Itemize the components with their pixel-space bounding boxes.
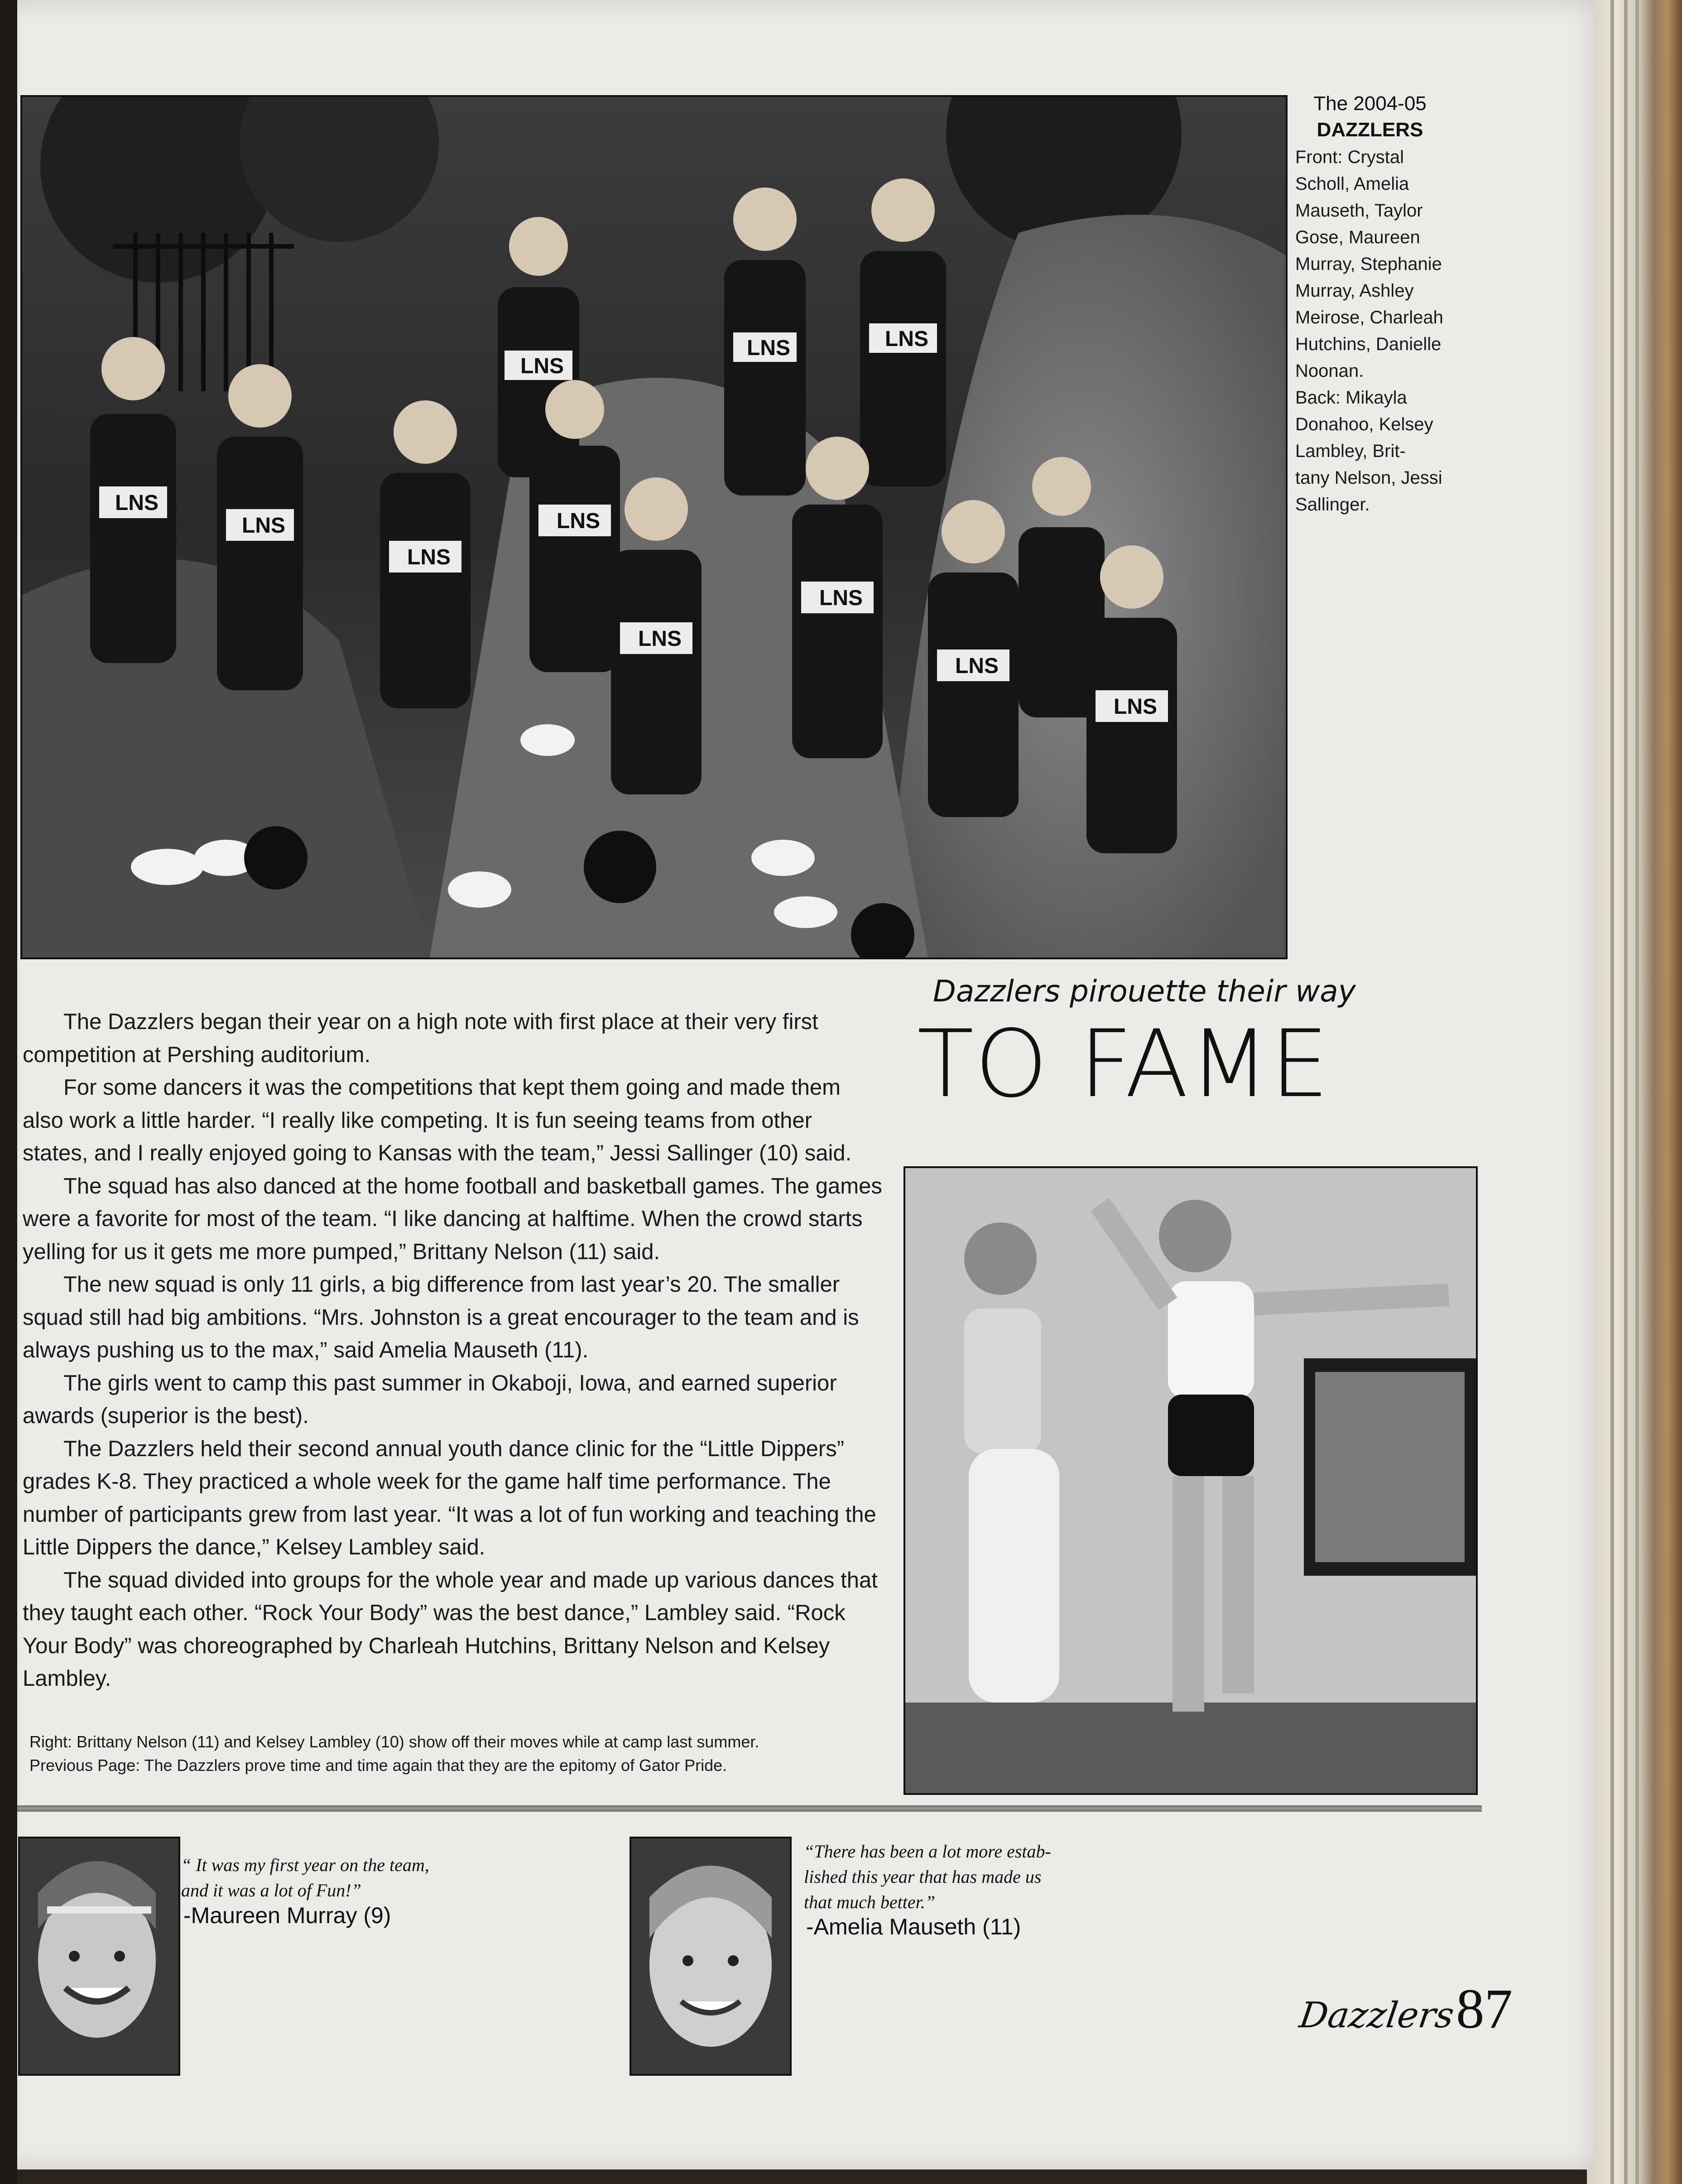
story-body [23,1005,883,1695]
caption-line: Front: Crystal [1295,147,1404,167]
shirt-text: LNS [955,654,999,678]
shirt-text: LNS [520,354,564,378]
caption-line: Murray, Stephanie [1295,254,1442,274]
caption-line: Sallinger. [1295,495,1370,515]
shirt-text: LNS [407,545,451,569]
photo-caption-title-line1: The 2004-05 [1313,92,1427,115]
headline-main: TO FAME [917,1010,1330,1118]
quote-line: that much better.” [804,1892,935,1912]
story-paragraph: The Dazzlers held their second annual youth dance clinic for the “Little Dippers” grades K-8. They practiced a whole week for the game half time performance. The number of participants grew from last year. “It was a lot of fun working and teaching the Little Dippers the dance,” Kelsey Lambley said. [23,1436,876,1559]
camp-photo [903,1166,1478,1795]
quote-attribution: -Amelia Mauseth (11) [806,1914,1021,1939]
story-paragraph: For some dancers it was the competitions that kept them going and made them also work a little harder. “I really like competing. It is fun seeing teams from other states, and I really enjoyed going to Kansas with the team,” Jessi Sallinger (10) said. [23,1075,852,1165]
binding-shadow [0,0,17,2184]
photo-caption-title-line2: DAZZLERS [1317,119,1423,141]
quote-line: “There has been a lot more estab- [804,1841,1051,1862]
quote-line: and it was a lot of Fun!” [181,1880,361,1900]
section-folio: Dazzlers [1297,1995,1456,2036]
shirt-text: LNS [747,336,790,360]
caption-line: Scholl, Amelia [1295,174,1409,194]
quote-line: “ It was my first year on the team, [181,1855,429,1875]
story-paragraph: The Dazzlers began their year on a high note with first place at their very first competition at Pershing auditorium. [23,1010,818,1067]
quote-line: lished this year that has made us [804,1867,1042,1887]
shirt-text: LNS [819,586,863,610]
photo-caption-names [1295,144,1449,518]
caption-right: Right: Brittany Nelson (11) and Kelsey Lambley (10) show off their moves while at camp last summer. [29,1732,759,1751]
page-edge-line [1610,0,1614,2184]
headline-kicker: Dazzlers pirouette their way [933,974,1356,1009]
shirt-text: LNS [885,327,928,351]
quote-attribution: -Maureen Murray (9) [183,1903,391,1928]
divider-rule [0,1805,1482,1812]
portrait-photo [630,1837,792,2076]
caption-line: Murray, Ashley [1295,281,1414,301]
portrait-photo [18,1837,180,2076]
page-edge-stack [1587,0,1682,2184]
caption-line: Back: Mikayla [1295,388,1407,408]
story-paragraph: The squad has also danced at the home football and basketball games. The games were a favorite for most of the team. “I like dancing at halftime. When the crowd starts yelling for us it gets me more pumped,” Brittany Nelson (11) said. [23,1174,882,1264]
shirt-text: LNS [557,509,600,533]
team-photo [20,95,1288,959]
quote-text [804,1839,1051,1915]
caption-line: tany Nelson, Jessi [1295,468,1442,488]
page-edge-line [1624,0,1628,2184]
shirt-text: LNS [115,491,159,515]
caption-line: Meirose, Charleah [1295,308,1443,327]
quote-text [181,1852,429,1903]
page-edge-line [1635,0,1639,2184]
caption-line: Gose, Maureen [1295,227,1420,247]
shirt-text: LNS [242,514,285,538]
photo-captions [29,1730,890,1777]
caption-line: Donahoo, Kelsey [1295,414,1433,434]
page-number: 87 [1456,1978,1513,2040]
caption-line: Noonan. [1295,361,1364,381]
story-paragraph: The new squad is only 11 girls, a big difference from last year’s 20. The smaller squad still had big ambitions. “Mrs. Johnston is a great encourager to the team and is always pushing us to the max,” said Amelia Mauseth (11). [23,1272,859,1362]
caption-line: Hutchins, Danielle [1295,334,1442,354]
caption-line: Lambley, Brit- [1295,441,1406,461]
photo-caption-title [1295,91,1445,143]
caption-previous-page: Previous Page: The Dazzlers prove time and time again that they are the epitomy of Gator Pride. [29,1756,727,1775]
caption-line: Mauseth, Taylor [1295,201,1423,221]
story-paragraph: The girls went to camp this past summer in Okaboji, Iowa, and earned superior awards (superior is the best). [23,1371,837,1428]
shirt-text: LNS [1114,695,1157,719]
shirt-text: LNS [638,627,682,651]
story-paragraph: The squad divided into groups for the whole year and made up various dances that they taught each other. “Rock Your Body” was the best dance,” Lambley said. “Rock Your Body” was choreographed by Charleah Hutchins, Brittany Nelson and Kelsey Lambley. [23,1568,878,1691]
